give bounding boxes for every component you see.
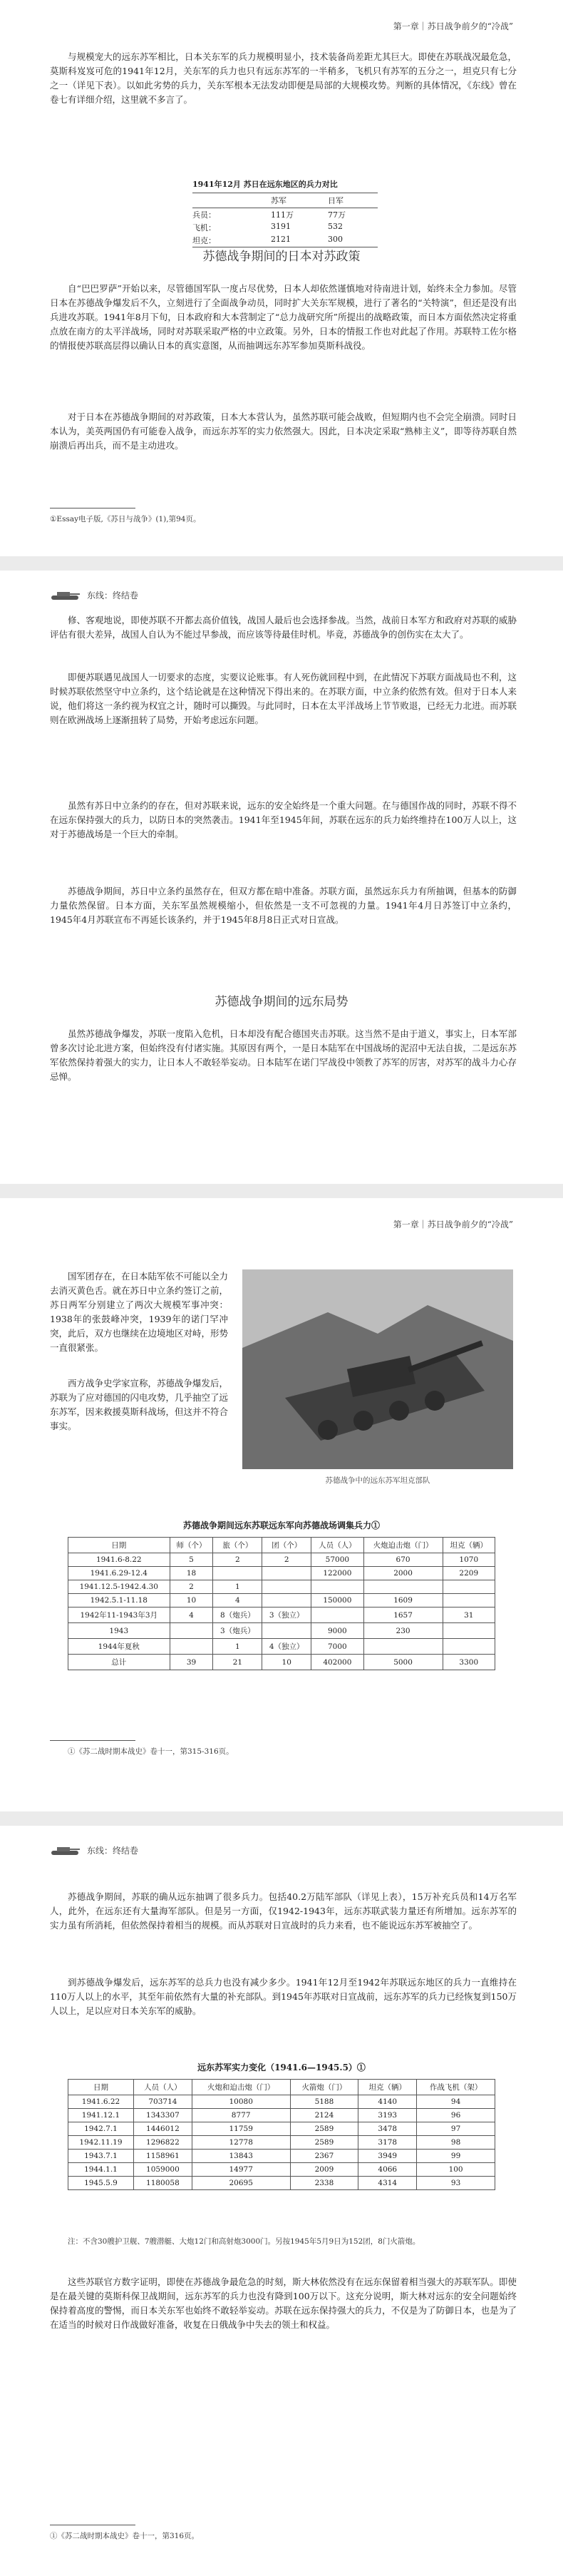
table-row: 1943 3（炮兵） 9000 230 xyxy=(68,1623,495,1639)
paragraph: 这些苏联官方数字证明，即使在苏德战争最危急的时刻，斯大林依然没有在远东保留着相当强大的苏联军队。即使是在最关键的莫斯科保卫战期间，远东苏军的兵力也没有降到100万以下。这充分说明，斯大林对远东的安全问题始终保持着高度的警惕，而日本关东军也始终不敢轻举妄动。苏联在远东保持强大的兵力，不仅是为了防御日本，也是为了在适当的时候对日作战做好准备，收复在日俄战争中失去的领土和权益。 xyxy=(50,2276,517,2330)
intro-paragraph: 与规模宠大的远东苏军相比，日本关东军的兵力规模明显小，技术装备尚差距尤其巨大。即使在苏联战况最危急，莫斯科岌岌可危的1941年12月，关东军的兵力也只有远东苏军的一半稍多，飞机只有苏军的五分之一，坦克只有七分之一（详见下表）。以如此劣势的兵力，关东军根本无法发动即便是局部的大规模攻势。判断的具体情况，《东线》曾在卷七有详细介绍，这里就不多言了。 xyxy=(50,51,517,105)
paragraph: 苏德战争期间，苏日中立条约虽然存在，但双方都在暗中准备。苏联方面，虽然远东兵力有所抽调，但基本的防御力量依然保留。日本方面，关东军虽然规模缩小，但依然是一支不可忽视的力量。1941年4月日苏签订中立条约，1945年4月苏联宣布不再延长该条约，并于1945年8月8日正式对日宣战。 xyxy=(50,886,517,925)
table-row: 总计 39 21 10 402000 5000 3300 xyxy=(68,1655,495,1670)
table-note: 注：不含30艘护卫舰、7艘潜艇、大炮12门和高射炮3000门。另按1945年5月9日为152团，8门火箭炮。 xyxy=(68,2237,420,2246)
paragraph: 对于日本在苏德战争期间的对苏政策，日本大本营认为，虽然苏联可能会战败，但短期内也不会完全崩溃。同时日本认为，美英两国仍有可能卷入战争，而远东苏军的实力依然强大。因此，日本决定采取“熟柿主义”，即等待苏联自然崩溃后再出兵，而不是主动进攻。 xyxy=(50,412,517,451)
page-3 xyxy=(0,1198,563,1811)
page-4 xyxy=(0,1826,563,2576)
paragraph: 即便苏联遇见战国人一切要求的态度，实要议论账事。有人死伤就回程中到，在此情况下苏联方面战局也不利，这时候苏联依然坚守中立条约，这个结论就是在这种情况下得出来的。在苏联方面，中立条约依然有效。但对于日本人来说，他们将这一条约视为权宜之计，随时可以撕毁。与此同时，日本在太平洋战场上节节败退，已经无力北进。而苏联则在欧洲战场上逐渐扭转了局势，开始考虑远东问题。 xyxy=(50,672,517,725)
table-row: 1942.7.1 1446012 11759 2589 3478 97 xyxy=(68,2122,495,2136)
photo-illustration xyxy=(242,1269,513,1469)
table-header: 苏军 日军 xyxy=(192,193,378,208)
section-title: 苏德战争期间的远东局势 xyxy=(215,995,348,1009)
table-row: 1942.11.19 1296822 12778 2589 3178 98 xyxy=(68,2136,495,2150)
table-row: 1941.6.22 703714 10080 5188 4140 94 xyxy=(68,2095,495,2109)
paragraph: 自“巴巴罗萨”开始以来，尽管德国军队一度占尽优势，日本人却依然谨慎地对待南进计划，始终未全力参加。尽管日本在苏德战争爆发后不久，立刻进行了全面战争动员，同时扩大关东军规模，进行了著名的“关特演”，但还是没有出兵进攻苏联。1941年8月下旬，日本政府和大本营制定了“总力战研究所”所提出的战略政策，而日本方面依然决定将重点放在南方的太平洋战场，同时对苏联采取严格的中立政策。另外，日本的情报工作也对此起了作用。苏联特工佐尔格的情报使苏联高层得以确认日本的真实意图，从而抽调远东苏军参加莫斯科战役。 xyxy=(50,283,517,351)
transfer-table xyxy=(68,1537,495,1670)
running-head: 第一章｜苏日战争前夕的“冷战” xyxy=(393,21,513,31)
table-note: ①《苏二战时期本战史》卷十一，第315-316页。 xyxy=(68,1747,234,1756)
table-row: 1941.12.5-1942.4.30 2 1 xyxy=(68,1580,495,1594)
table-row: 1942年11-1943年3月 4 8（炮兵） 3（独立） 1657 31 xyxy=(68,1608,495,1623)
tank-photo xyxy=(242,1269,513,1469)
table-row: 1941.12.1 1343307 8777 2124 3193 96 xyxy=(68,2109,495,2122)
table-row: 1942.5.1-11.18 10 4 150000 1609 xyxy=(68,1594,495,1608)
footnote-divider xyxy=(50,1740,135,1741)
table-title: 苏德战争期间远东苏联远东军向苏德战场调集兵力① xyxy=(182,1520,380,1530)
footnote: ①《苏二战时期本战史》卷十一，第316页。 xyxy=(50,2532,200,2540)
paragraph: 苏德战争期间，苏联的确从远东抽调了很多兵力。包括40.2万陆军部队（详见上表），15万补充兵员和14万名军人，此外，在远东还有大量海军部队。但是另一方面，仅1942-1943年，远东苏联武装力量还有所增加。远东苏军的实力虽有所消耗，但依然保持着相当的规模。而从苏联对日宣战时的兵力来看，也不能说远东苏军被抽空了。 xyxy=(50,1891,517,1931)
running-head: 东线：终结卷 xyxy=(50,589,138,601)
section-title: 苏德战争期间的日本对苏政策 xyxy=(202,250,361,264)
tank-icon xyxy=(50,591,81,600)
far-east-strength-table xyxy=(68,2079,495,2190)
paragraph: 修、客观地说，即使苏联不开都去高价值钱，战国人最后也会选择参战。当然，战前日本军方和政府对苏联的威胁评估有很大差异，战国人自认为不能过早参战，而应该等待最佳时机。毕竟，苏德战争的创伤实在太大了。 xyxy=(50,615,517,640)
paragraph: 到苏德战争爆发后，远东苏军的总兵力也没有减少多少。1941年12月至1942年苏联远东地区的兵力一直维持在110万人以上的水平，其至年前依然有大量的补充部队。到1945年苏联对日宣战前，远东苏军的兵力已经恢复到150万人以上，足以应对日本关东军的威胁。 xyxy=(50,1977,517,2016)
tank-icon xyxy=(50,1846,81,1856)
paragraph: 西方战争史学家宣称，苏德战争爆发后，苏联为了应对德国的闪电攻势，几乎抽空了远东苏军，因来救援莫斯科战场，但这并不符合事实。 xyxy=(50,1378,229,1431)
table-row: 1944.1.1 1059000 14977 2009 4066 100 xyxy=(68,2163,495,2177)
table-row: 坦克： 2121 300 xyxy=(192,234,378,247)
table-header-row: 日期 师（个） 旅（个） 团（个） 人员（人） 火炮迫击炮（门） 坦克（辆） xyxy=(68,1538,495,1553)
page-1 xyxy=(0,0,563,556)
paragraph: 虽然有苏日中立条约的存在，但对苏联来说，远东的安全始终是一个重大问题。在与德国作战的同时，苏联不得不在远东保持强大的兵力，以防日本的突然袭击。1941年至1945年间，苏联在远东的兵力始终维持在100万人以上，这对于苏德战场是一个巨大的牵制。 xyxy=(50,800,517,839)
table-row: 兵员： 111万 77万 xyxy=(192,210,346,220)
table-row: 1941.6.29-12.4 18 122000 2000 2209 xyxy=(68,1567,495,1580)
table-caption: 1941年12月 苏日在远东地区的兵力对比 xyxy=(192,180,338,189)
force-comparison-table xyxy=(192,178,378,247)
table-title: 远东苏军实力变化（1941.6—1945.5）① xyxy=(197,2063,366,2072)
footnote: ①Essay电子版,《苏日与战争》(1),第94页。 xyxy=(50,515,201,523)
page-2 xyxy=(0,571,563,1184)
paragraph: 国军团存在，在日本陆军依不可能以全力去消灭黄色舌。就在苏日中立条约签订之前，苏日两军分别建立了两次大规模军事冲突：1938年的张鼓峰冲突，1939年的诺门罕冲突，此后，双方也继续在边境地区对峙，形势一直很紧张。 xyxy=(50,1271,229,1353)
table-row: 1945.5.9 1180058 20695 2338 4314 93 xyxy=(68,2177,495,2190)
table-row: 1943.7.1 1158961 13843 2367 3949 99 xyxy=(68,2150,495,2163)
table-row: 1941.6-8.22 5 2 2 57000 670 1070 xyxy=(68,1553,495,1567)
photo-caption: 苏德战争中的远东苏军坦克部队 xyxy=(325,1476,430,1485)
table-row: 1944年夏秋 1 4（独立） 7000 xyxy=(68,1639,495,1655)
table-header-row: 日期 人员（人） 火炮和迫击炮（门） 火箭炮（门） 坦克（辆） 作战飞机（架） xyxy=(68,2080,495,2095)
running-head: 第一章｜苏日战争前夕的“冷战” xyxy=(393,1220,513,1230)
table-row: 飞机： 3191 532 xyxy=(192,222,343,232)
paragraph: 虽然苏德战争爆发，苏联一度陷入危机，日本却没有配合德国夹击苏联。这当然不是由于道义，事实上，日本军部曾多次讨论北进方案，但始终没有付诸实施。其原因有两个，一是日本陆军在中国战场的泥沼中无法自拔，二是远东苏军依然保持着强大的实力，让日本人不敢轻举妄动。日本陆军在诺门罕战役中领教了苏军的厉害，对苏军的战斗力心存忌惮。 xyxy=(50,1028,517,1082)
running-head: 东线：终结卷 xyxy=(50,1844,138,1856)
